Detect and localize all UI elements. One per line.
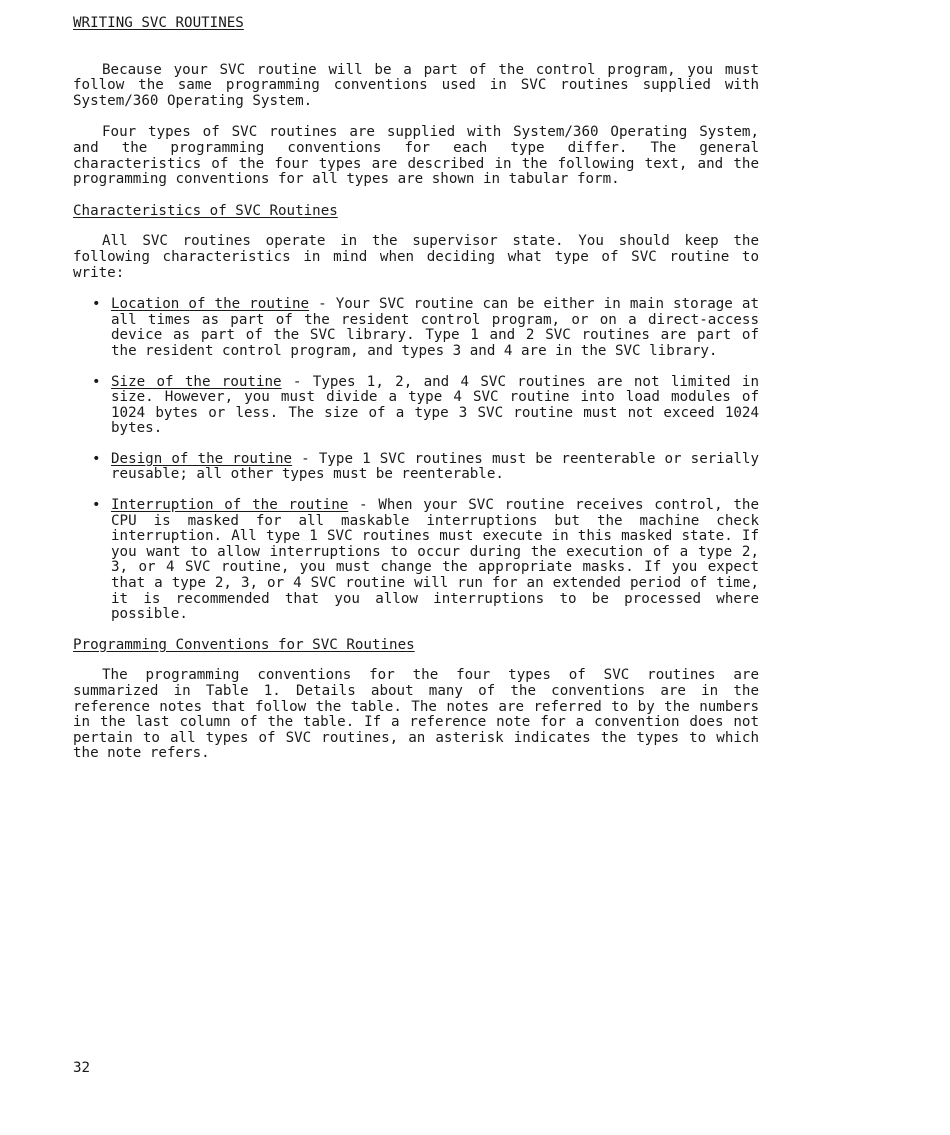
list-item-term: Design of the routine (111, 450, 293, 467)
bullet-icon: • (92, 296, 101, 313)
page-number: 32 (73, 1060, 91, 1076)
characteristics-heading: Characteristics of SVC Routines (73, 202, 338, 219)
list-item-size (73, 375, 759, 437)
page-content (73, 16, 759, 762)
bullet-icon: • (92, 450, 101, 467)
page-title-block (73, 16, 759, 32)
characteristics-heading-block (73, 204, 759, 220)
list-item-term: Location of the routine (111, 296, 310, 313)
characteristics-intro: All SVC routines operate in the supervisor state. You should keep the following characteristics in mind when deciding what type of SVC routine to write: (73, 233, 759, 281)
list-item-term: Size of the routine (111, 373, 282, 390)
bullet-icon: • (92, 497, 101, 514)
list-item-design (73, 452, 759, 483)
list-item-text: - Your SVC routine can be either in main storage at all times as part of the resident control program, or on a direct-access device as part of the SVC library. Type 1 and 2 SVC routines are part of the resident control program, and types 3 and 4 are in the SVC library. (111, 296, 759, 359)
intro-paragraph-1: Because your SVC routine will be a part of the control program, you must follow the same programming conventions used in SVC routines supplied with System/360 Operating System. (73, 61, 759, 109)
bullet-icon: • (92, 373, 101, 390)
page-title: WRITING SVC ROUTINES (73, 15, 244, 31)
conventions-heading-block (73, 638, 759, 654)
list-item-location (73, 297, 759, 359)
conventions-heading: Programming Conventions for SVC Routines (73, 636, 415, 653)
list-item-interruption (73, 498, 759, 623)
list-item-term: Interruption of the routine (111, 497, 349, 514)
characteristics-list (73, 297, 759, 623)
list-item-text: - Types 1, 2, and 4 SVC routines are not limited in size. However, you must divide a type 4 SVC routine into load modules of 1024 bytes or less. The size of a type 3 SVC routine must not exceed 1024 bytes. (111, 373, 759, 437)
list-item-text: - When your SVC routine receives control, the CPU is masked for all maskable interruptions but the machine check interruption. All type 1 SVC routines must execute in this masked state. If you want to allow interruptions to occur during the execution of a type 2, 3, or 4 SVC routine, you must change the appropriate masks. If you expect that a type 2, 3, or 4 SVC routine will run for an extended period of time, it is recommended that you allow interruptions to be processed where possible. (111, 497, 759, 623)
list-item-text: - Type 1 SVC routines must be reenterable or serially reusable; all other types must be reenterable. (111, 450, 759, 483)
conventions-paragraph: The programming conventions for the four types of SVC routines are summarized in Table 1. Details about many of the conventions are in the reference notes that follow the table. The notes are referred to by the numbers in the last column of the table. If a reference note for a convention does not pertain to all types of SVC routines, an asterisk indicates the types to which the note refers. (73, 667, 759, 762)
intro-paragraph-2: Four types of SVC routines are supplied with System/360 Operating System, and the programming conventions for each type differ. The general characteristics of the four types are described in the following text, and the programming conventions for all types are shown in tabular form. (73, 124, 759, 188)
